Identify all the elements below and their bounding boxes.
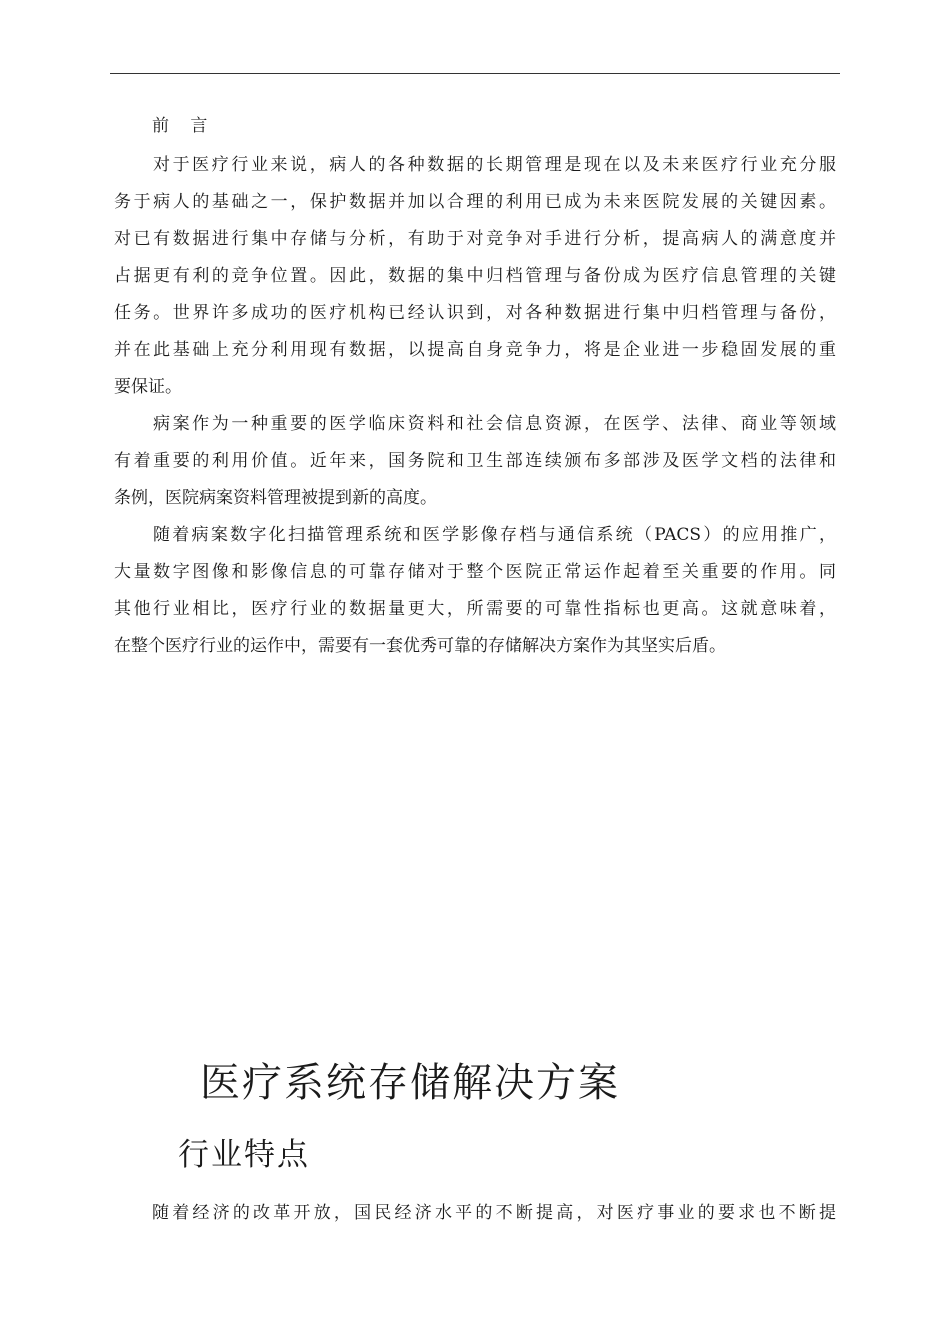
paragraph-line: 随着病案数字化扫描管理系统和医学影像存档与通信系统（PACS）的应用推广， [153,525,836,545]
section-paragraph: 随着经济的改革开放，国民经济水平的不断提高，对医疗事业的要求也不断提 [152,1203,836,1223]
paragraph-line: 并在此基础上充分利用现有数据，以提高自身竞争力，将是企业进一步稳固发展的重 [114,340,836,360]
paragraph-line: 在整个医疗行业的运作中，需要有一套优秀可靠的存储解决方案作为其坚实后盾。 [114,636,726,656]
paragraph-line: 对已有数据进行集中存储与分析，有助于对竞争对手进行分析，提高病人的满意度并 [114,229,836,249]
paragraph-line: 占据更有利的竞争位置。因此，数据的集中归档管理与备份成为医疗信息管理的关键 [114,266,836,286]
paragraph-line: 有着重要的利用价值。近年来，国务院和卫生部连续颁布多部涉及医学文档的法律和 [114,451,836,471]
preface-heading: 前 言 [152,116,216,136]
header-rule [110,73,840,74]
paragraph-line: 病案作为一种重要的医学临床资料和社会信息资源，在医学、法律、商业等领域 [153,414,836,434]
paragraph-line: 条例，医院病案资料管理被提到新的高度。 [114,488,437,508]
paragraph-line: 任务。世界许多成功的医疗机构已经认识到，对各种数据进行集中归档管理与备份， [114,303,836,323]
section-title: 行业特点 [178,1137,310,1173]
preface-paragraph-3 [114,517,836,665]
document-title: 医疗系统存储解决方案 [200,1060,620,1106]
paragraph-line: 其他行业相比，医疗行业的数据量更大，所需要的可靠性指标也更高。这就意味着， [114,599,836,619]
paragraph-line: 务于病人的基础之一，保护数据并加以合理的利用已成为未来医院发展的关键因素。 [114,192,836,212]
paragraph-line: 对于医疗行业来说，病人的各种数据的长期管理是现在以及未来医疗行业充分服 [153,155,836,175]
preface-paragraph-1 [114,147,836,406]
preface-paragraph-2 [114,406,836,517]
paragraph-line: 要保证。 [114,377,182,397]
paragraph-line: 大量数字图像和影像信息的可靠存储对于整个医院正常运作起着至关重要的作用。同 [114,562,836,582]
